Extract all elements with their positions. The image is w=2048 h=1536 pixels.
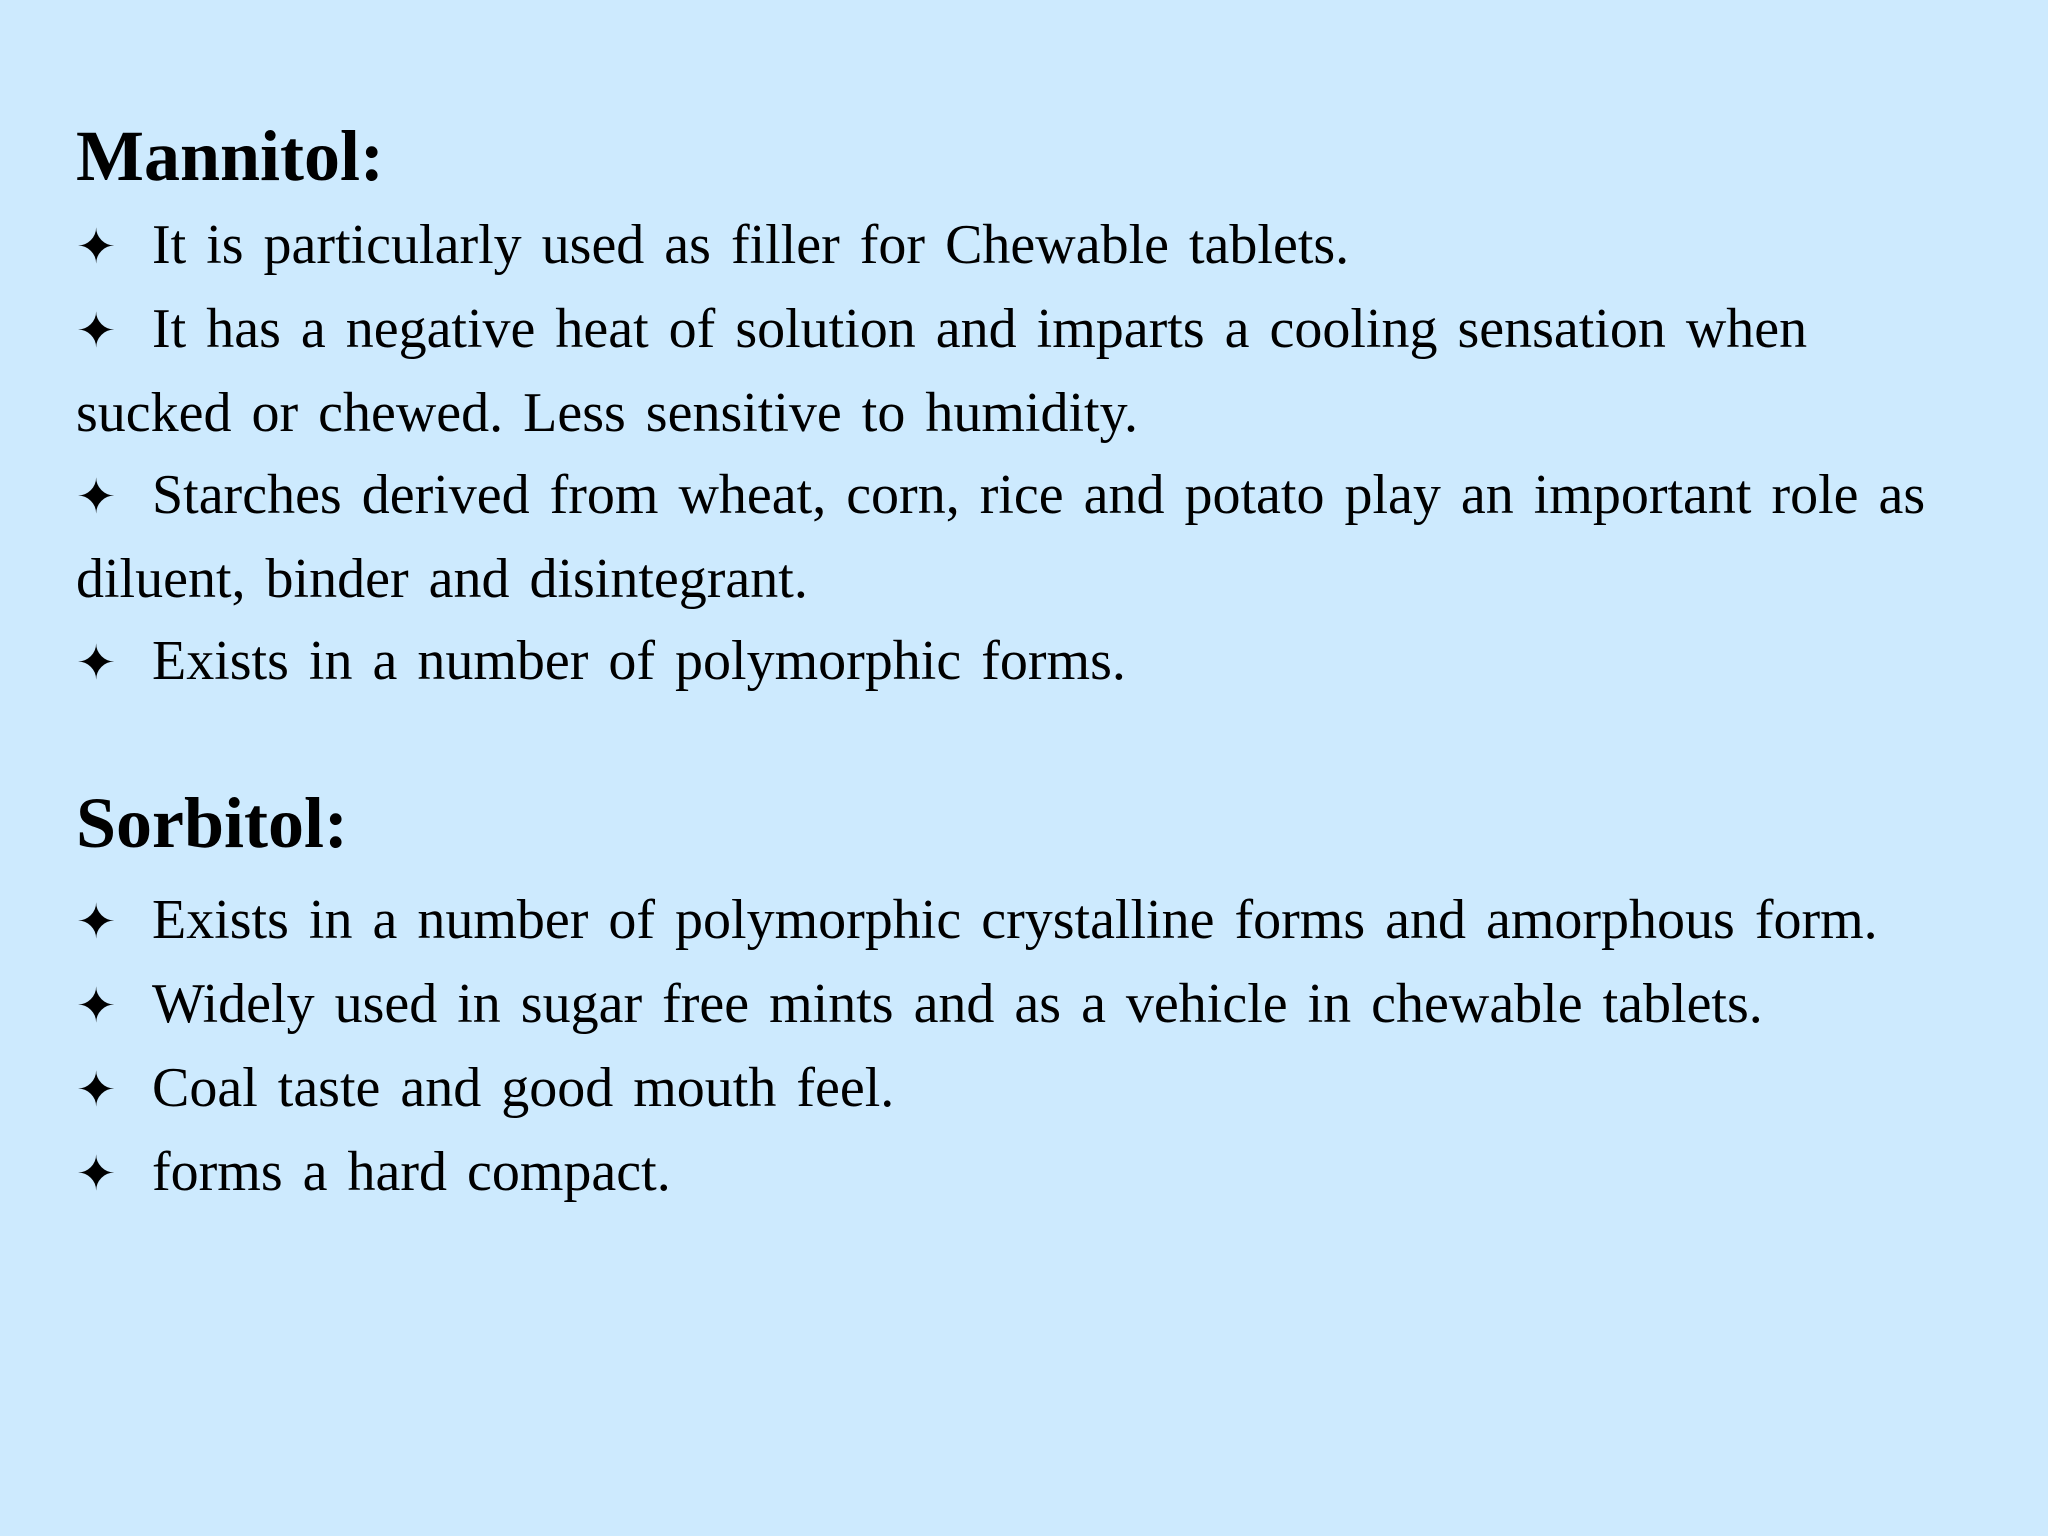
four-pointed-star-icon: ✦ <box>76 219 117 275</box>
list-item <box>76 1131 1976 1215</box>
bullet-text: Coal taste and good mouth feel. <box>152 1057 895 1119</box>
bullet-text: It is particularly used as filler for Chewable tablets. <box>152 214 1350 276</box>
section-heading: Sorbitol: <box>76 783 349 863</box>
section-heading: Mannitol: <box>76 116 385 196</box>
bullet-text: forms a hard compact. <box>152 1141 671 1203</box>
list-item <box>76 204 1976 288</box>
list-item <box>76 288 1976 454</box>
section-mannitol <box>76 108 1976 704</box>
list-item <box>76 963 1976 1047</box>
list-item <box>76 454 1976 620</box>
bullet-list <box>76 879 1976 1215</box>
four-pointed-star-icon: ✦ <box>76 635 117 691</box>
bullet-text: Exists in a number of polymorphic crystalline forms and amorphous form. <box>152 889 1878 951</box>
bullet-text: Starches derived from wheat, corn, rice and potato play an important role as diluent, binder and disintegrant. <box>76 464 1926 610</box>
four-pointed-star-icon: ✦ <box>76 1062 117 1118</box>
list-item <box>76 1047 1976 1131</box>
bullet-text: It has a negative heat of solution and imparts a cooling sensation when sucked or chewed. Less sensitive to humidity. <box>76 298 1808 444</box>
four-pointed-star-icon: ✦ <box>76 1146 117 1202</box>
bullet-list <box>76 204 1976 704</box>
four-pointed-star-icon: ✦ <box>76 303 117 359</box>
four-pointed-star-icon: ✦ <box>76 469 117 525</box>
bullet-text: Exists in a number of polymorphic forms. <box>152 630 1126 692</box>
section-sorbitol <box>76 775 1976 1215</box>
four-pointed-star-icon: ✦ <box>76 894 117 950</box>
four-pointed-star-icon: ✦ <box>76 978 117 1034</box>
list-item <box>76 879 1976 963</box>
list-item <box>76 620 1976 704</box>
bullet-text: Widely used in sugar free mints and as a vehicle in chewable tablets. <box>152 973 1763 1035</box>
